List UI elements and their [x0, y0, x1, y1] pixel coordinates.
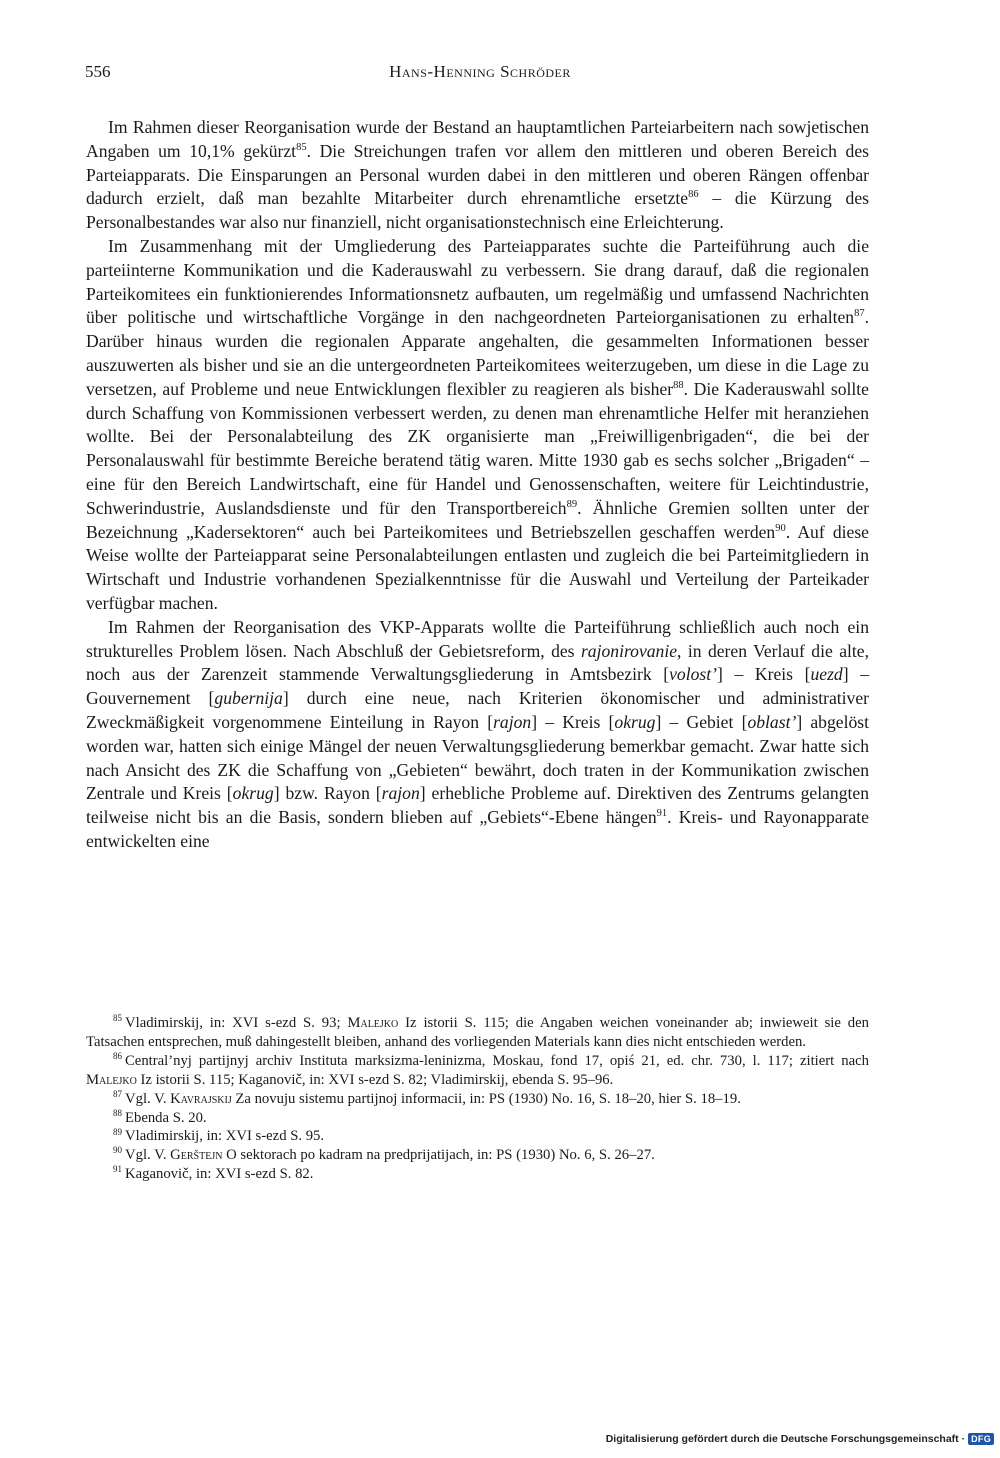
footnote-ref-85[interactable]: 85: [296, 141, 307, 153]
footnote-90: $^{90}$ Vgl. V. Gerštejn O sektorach po kadram na predprijatijach, in: PS (1930) No. 6, S. 26–27.: [113, 1145, 655, 1164]
footnote-86: $^{86}$ Central’nyj partijnyj archiv Instituta marksizma-leninizma, Moskau, fond 17, opiś 21, ed. chr. 730, l. 117; zitiert nach Malejko Iz istorii S. 115; Kaganovič, in: XVI s-ezd S. 82; Vladimirskij, ebenda S. 95–96.: [86, 1050, 869, 1088]
page-number: 556: [85, 62, 111, 81]
credit-text: Digitalisierung gefördert durch die Deutsche Forschungsgemeinschaft ·: [605, 1433, 966, 1445]
footnote-ref-87[interactable]: 87: [854, 308, 865, 320]
dfg-logo: DFG: [968, 1433, 994, 1445]
footnote-85: $^{85}$ Vladimirskij, in: XVI s-ezd S. 93; Malejko Iz istorii S. 115; die Angaben weichen voneinander ab; inwieweit sie den Tatsachen entsprechen, muß dahingestellt bleiben, anhand des vorliegenden Materials kann dies nicht entschieden werden.: [86, 1013, 869, 1050]
page-header: [85, 62, 875, 88]
footnote-ref-91[interactable]: 91: [656, 808, 668, 820]
running-head: Hans-Henning Schröder: [389, 62, 571, 81]
paragraph-1: Im Rahmen dieser Reorganisation wurde der Bestand an hauptamtlichen Parteiarbeitern nach sowjetischen Angaben um 10,1% gekürzt$^{85}$. Die Streichungen trafen vor allem den mittleren und oberen Bereich des Parteiapparats. Die Einsparungen an Personal wurden dabei in den mittleren und oberen Rängen offenbar dadurch erzielt, daß man bezahlte Mitarbeiter durch ehrenamtliche ersetzte$^{86}$ – die Kürzung des Personalbestandes war also nur finanziell, nicht organisationstechnisch eine Erleichterung.: [86, 117, 869, 233]
footnote-88: $^{88}$ Ebenda S. 20.: [113, 1107, 207, 1126]
footnotes: [86, 1014, 869, 1184]
digitization-credit: [606, 1433, 994, 1445]
footnote-ref-90[interactable]: 90: [775, 522, 786, 534]
body-text: [86, 116, 869, 854]
footnote-89: $^{89}$ Vladimirskij, in: XVI s-ezd S. 95.: [113, 1126, 325, 1145]
footnote-87: $^{87}$ Vgl. V. Kavrajskij Za novuju sistemu partijnoj informacii, in: PS (1930) No. 16, S. 18–20, hier S. 18–19.: [113, 1088, 741, 1107]
footnote-ref-88[interactable]: 88: [673, 379, 684, 391]
footnote-91: $^{91}$ Kaganovič, in: XVI s-ezd S. 82.: [113, 1164, 314, 1183]
paragraph-2: Im Zusammenhang mit der Umgliederung des Parteiapparates suchte die Parteiführung auch die parteiinterne Kommunikation und die Kaderauswahl zu verbessern. Sie drang darauf, daß die regionalen Parteikomitees ein funktionierendes Informationsnetz aufbauten, um regelmäßig und umfassend Nachrichten über politische und wirtschaftliche Vorgänge in den nachgeordneten Parteiorganisationen zu erhalten$^{87}$. Darüber hinaus wurden die regionalen Apparate angehalten, die gesammelten Informationen besser auszuwerten als bisher und sie an die untergeordneten Parteikomitees weiterzugeben, um diese in die Lage zu versetzen, auf Probleme und neue Entwicklungen flexibler zu reagieren als bisher$^{88}$. Die Kaderauswahl sollte durch Schaffung von Kommissionen verbessert werden, zu denen man ehrenamtliche Helfer mit heranziehen wollte. Bei der Personalabteilung des ZK organisierte man „Freiwilligenbrigaden“, die bei der Personalauswahl für bestimmte Bereiche beratend tätig waren. Mitte 1930 gab es sechs solcher „Brigaden“ – eine für den Bereich Landwirtschaft, eine für Handel und Genossenschaften, weitere für Leichtindustrie, Schwerindustrie, Auslandsdienste und für den Transportbereich$^{89}$. Ähnliche Gremien sollten unter der Bezeichnung „Kadersektoren“ auch bei Parteikomitees und Betriebszellen geschaffen werden$^{90}$. Auf diese Weise wollte der Parteiapparat seine Personalabteilungen entlasten und zugleich die bei Parteimitgliedern in Wirtschaft und Industrie vorhandenen Spezialkenntnisse für die Auswahl und Verteilung der Parteikader verfügbar machen.: [86, 235, 869, 613]
footnote-ref-86[interactable]: 86: [688, 189, 699, 201]
footnote-ref-89[interactable]: 89: [566, 498, 578, 510]
paragraph-3: Im Rahmen der Reorganisation des VKP-Apparats wollte die Parteiführung schließlich auch noch ein strukturelles Problem lösen. Nach Abschluß der Gebietsreform, des rajonirovanie, in deren Verlauf die alte, noch aus der Zarenzeit stammende Verwaltungsgliederung in Amtsbezirk [volost’] – Kreis [uezd] – Gouvernement [gubernija] durch eine neue, nach Kriterien ökonomischer und administrativer Zweckmäßigkeit vorgenommene Einteilung in Rayon [rajon] – Kreis [okrug] – Gebiet [oblast’] abgelöst worden war, hatten sich einige Mängel der neuen Verwaltungsgliederung bemerkbar gemacht. Zwar hatte sich nach Ansicht des ZK die Schaffung von „Gebieten“ bewährt, doch traten in der Kommunikation zwischen Zentrale und Kreis [okrug] bzw. Rayon [rajon] erhebliche Probleme auf. Direktiven des Zentrums gelangten teilweise nicht bis an die Basis, sondern blieben auf „Gebiets“-Ebene hängen$^{91}$. Kreis- und Rayonapparate entwickelten eine: [86, 616, 870, 851]
